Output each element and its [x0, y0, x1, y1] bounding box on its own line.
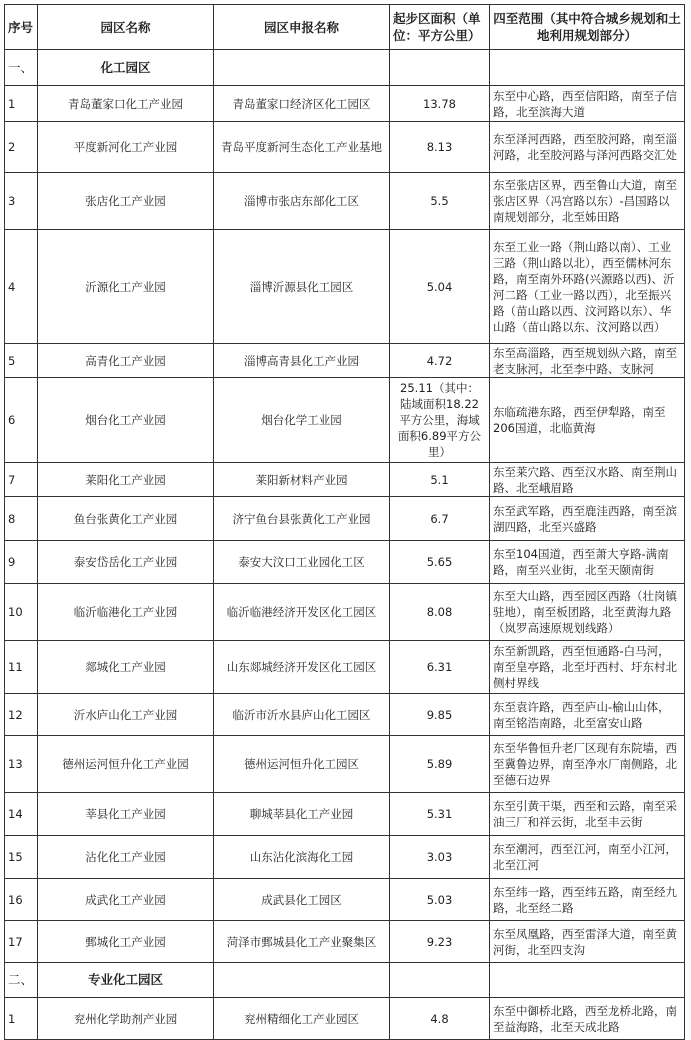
table-row — [5, 173, 685, 230]
row-no: 10 — [5, 584, 38, 641]
area: 5.31 — [390, 793, 490, 836]
boundary-range: 东临疏港东路，西至伊犁路，南至206国道，北临黄海 — [490, 378, 685, 463]
declared-name: 莱阳新材料产业园 — [214, 463, 390, 497]
park-name: 鄄城化工产业园 — [38, 921, 214, 963]
area-note: 25.11（其中：陆域面积18.22平方公里，海域面积6.89平方公里） — [397, 381, 482, 459]
declared-name: 成武县化工园区 — [214, 879, 390, 921]
area — [390, 378, 490, 463]
boundary-range: 东至工业一路（荆山路以南）、工业三路（荆山路以北），西至儒林河东路，南至南外环路(兴源路以西)、沂河二路（工业一路以西），北至振兴路（苗山路以西、汶河路以东）、华山路（苗山路以东、汶河路以西） — [490, 230, 685, 344]
area: 5.03 — [390, 879, 490, 921]
table-row — [5, 541, 685, 584]
boundary-range: 东至104国道，西至萧大亨路-满南路，南至兴业街，北至天颐南街 — [490, 541, 685, 584]
park-name: 莘县化工产业园 — [38, 793, 214, 836]
declared-name: 山东郯城经济开发区化工园区 — [214, 641, 390, 694]
section-row — [5, 963, 685, 998]
declared-name: 济宁鱼台县张黄化工产业园 — [214, 497, 390, 541]
area: 13.78 — [390, 86, 490, 122]
table-row — [5, 378, 685, 463]
row-no: 16 — [5, 879, 38, 921]
area: 5.04 — [390, 230, 490, 344]
declared-name: 青岛平度新河生态化工产业基地 — [214, 122, 390, 173]
area: 8.13 — [390, 122, 490, 173]
row-no: 13 — [5, 736, 38, 793]
section-title: 专业化工园区 — [38, 963, 214, 998]
area: 6.7 — [390, 497, 490, 541]
table-row — [5, 86, 685, 122]
row-no: 5 — [5, 344, 38, 378]
area: 8.08 — [390, 584, 490, 641]
declared-name: 临沂临港经济开发区化工园区 — [214, 584, 390, 641]
row-no: 17 — [5, 921, 38, 963]
boundary-range: 东至纬一路，西至纬五路，南至经九路，北至经二路 — [490, 879, 685, 921]
boundary-range: 东至大山路，西至园区西路（壮岗镇驻地），南至板团路，北至黄海九路（岚罗高速原规划线路） — [490, 584, 685, 641]
boundary-range: 东至泽河西路，西至胶河路，南至淄河路，北至胶河路与泽河西路交汇处 — [490, 122, 685, 173]
area: 4.72 — [390, 344, 490, 378]
declared-name: 兖州精细化工产业园区 — [214, 998, 390, 1040]
declared-name: 山东沾化滨海化工园 — [214, 836, 390, 879]
area: 5.1 — [390, 463, 490, 497]
table-row — [5, 694, 685, 736]
row-no: 8 — [5, 497, 38, 541]
row-no: 1 — [5, 998, 38, 1040]
park-name: 兖州化学助剂产业园 — [38, 998, 214, 1040]
row-no: 3 — [5, 173, 38, 230]
park-name: 德州运河恒升化工产业园 — [38, 736, 214, 793]
row-no: 6 — [5, 378, 38, 463]
table-row — [5, 122, 685, 173]
park-name: 高青化工产业园 — [38, 344, 214, 378]
area: 4.8 — [390, 998, 490, 1040]
boundary-range: 东至张店区界，西至鲁山大道，南至张店区界（冯宫路以东）-昌国路以南规划部分，北至姊田路 — [490, 173, 685, 230]
park-name: 沾化化工产业园 — [38, 836, 214, 879]
area: 3.03 — [390, 836, 490, 879]
boundary-range: 东至中心路，西至信阳路，南至子信路，北至滨海大道 — [490, 86, 685, 122]
table-row — [5, 921, 685, 963]
declared-name: 泰安大汶口工业园化工区 — [214, 541, 390, 584]
table-row — [5, 344, 685, 378]
area: 5.5 — [390, 173, 490, 230]
park-name: 泰安岱岳化工产业园 — [38, 541, 214, 584]
row-no: 15 — [5, 836, 38, 879]
section-row — [5, 50, 685, 86]
row-no: 2 — [5, 122, 38, 173]
declared-name: 德州运河恒升化工园区 — [214, 736, 390, 793]
boundary-range: 东至武军路，西至鹿洼西路，南至滨湖四路，北至兴盛路 — [490, 497, 685, 541]
declared-name: 淄博沂源县化工园区 — [214, 230, 390, 344]
header-no: 序号 — [5, 5, 38, 50]
header-range: 四至范围（其中符合城乡规划和土地利用规划部分） — [490, 5, 685, 50]
row-no: 12 — [5, 694, 38, 736]
table-row — [5, 463, 685, 497]
boundary-range: 东至高淄路，西至规划纵六路，南至老支脉河，北至李中路、支脉河 — [490, 344, 685, 378]
boundary-range: 东至莱穴路、西至汉水路、南至荆山路、北至峨眉路 — [490, 463, 685, 497]
park-name: 青岛董家口化工产业园 — [38, 86, 214, 122]
row-no: 4 — [5, 230, 38, 344]
park-name: 鱼台张黄化工产业园 — [38, 497, 214, 541]
boundary-range: 东至引黄干渠，西至和云路，南至采油三厂和祥云街，北至丰云街 — [490, 793, 685, 836]
declared-name: 淄博市张店东部化工区 — [214, 173, 390, 230]
declared-name: 聊城莘县化工产业园 — [214, 793, 390, 836]
declared-name: 菏泽市鄄城县化工产业聚集区 — [214, 921, 390, 963]
table-row — [5, 998, 685, 1040]
table-row — [5, 230, 685, 344]
table-row — [5, 836, 685, 879]
header-area: 起步区面积（单位：平方公里） — [390, 5, 490, 50]
chemical-parks-table — [4, 4, 685, 1040]
row-no: 11 — [5, 641, 38, 694]
park-name: 平度新河化工产业园 — [38, 122, 214, 173]
table-row — [5, 641, 685, 694]
table-row — [5, 793, 685, 836]
declared-name: 临沂市沂水县庐山化工园区 — [214, 694, 390, 736]
area: 5.65 — [390, 541, 490, 584]
park-name: 郯城化工产业园 — [38, 641, 214, 694]
park-name: 莱阳化工产业园 — [38, 463, 214, 497]
header-name: 园区名称 — [38, 5, 214, 50]
row-no: 7 — [5, 463, 38, 497]
declared-name: 烟台化学工业园 — [214, 378, 390, 463]
park-name: 张店化工产业园 — [38, 173, 214, 230]
boundary-range: 东至新凯路，西至恒通路-白马河，南至皇亭路，北至圩西村、圩东村北侧村界线 — [490, 641, 685, 694]
area: 9.23 — [390, 921, 490, 963]
park-name: 临沂临港化工产业园 — [38, 584, 214, 641]
declared-name: 淄博高青县化工产业园 — [214, 344, 390, 378]
boundary-range: 东至潮河，西至江河，南至小江河，北至江河 — [490, 836, 685, 879]
table-row — [5, 497, 685, 541]
section-no: 二、 — [5, 963, 38, 998]
area: 5.89 — [390, 736, 490, 793]
boundary-range: 东至袁许路，西至庐山-榆山山体，南至铭浩南路，北至富安山路 — [490, 694, 685, 736]
boundary-range: 东至华鲁恒升老厂区现有东院墙，西至冀鲁边界，南至净水厂南侧路，北至德石边界 — [490, 736, 685, 793]
park-name: 成武化工产业园 — [38, 879, 214, 921]
area: 9.85 — [390, 694, 490, 736]
header-declared-name: 园区申报名称 — [214, 5, 390, 50]
area: 6.31 — [390, 641, 490, 694]
row-no: 14 — [5, 793, 38, 836]
table-row — [5, 584, 685, 641]
boundary-range: 东至中御桥北路，西至龙桥北路，南至益海路，北至天成北路 — [490, 998, 685, 1040]
boundary-range: 东至凤凰路，西至雷泽大道，南至黄河街，北至四支沟 — [490, 921, 685, 963]
row-no: 1 — [5, 86, 38, 122]
declared-name: 青岛董家口经济区化工园区 — [214, 86, 390, 122]
table-row — [5, 736, 685, 793]
section-title: 化工园区 — [38, 50, 214, 86]
row-no: 9 — [5, 541, 38, 584]
park-name: 沂水庐山化工产业园 — [38, 694, 214, 736]
park-name: 烟台化工产业园 — [38, 378, 214, 463]
header-row — [5, 5, 685, 50]
park-name: 沂源化工产业园 — [38, 230, 214, 344]
section-no: 一、 — [5, 50, 38, 86]
table-row — [5, 879, 685, 921]
